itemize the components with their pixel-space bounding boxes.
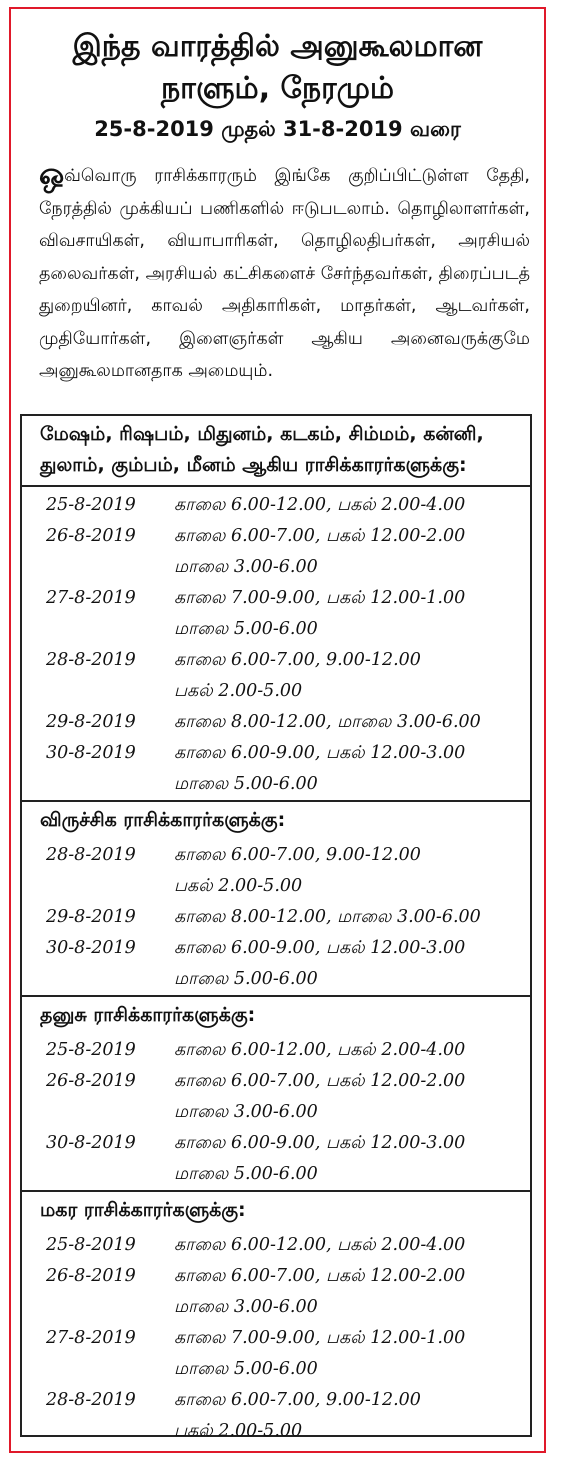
time-cell: காலை 8.00-12.00, மாலை 3.00-6.00 <box>174 712 481 732</box>
section-heading: தனுசு ராசிக்காரர்களுக்கு: <box>40 1004 256 1026</box>
title-line-1: இந்த வாரத்தில் அனுகூலமான <box>72 29 483 64</box>
schedule-row <box>22 840 530 871</box>
time-cell: காலை 6.00-7.00, பகல் 12.00-2.00 <box>174 1071 466 1091</box>
time-cell: காலை 7.00-9.00, பகல் 12.00-1.00 <box>174 1328 466 1348</box>
time-cell: மாலை 5.00-6.00 <box>174 619 318 639</box>
schedule-row <box>22 583 530 614</box>
schedule-row <box>22 1066 530 1097</box>
date-cell: 25-8-2019 <box>46 495 136 515</box>
date-cell: 26-8-2019 <box>46 1266 136 1286</box>
schedule-row <box>22 645 530 676</box>
date-range: 25-8-2019 முதல் 31-8-2019 வரை <box>94 117 461 141</box>
schedule-row <box>22 902 530 933</box>
schedule-section <box>22 416 530 802</box>
schedule-row-continuation <box>22 964 530 995</box>
time-cell: மாலை 5.00-6.00 <box>174 774 318 794</box>
time-cell: மாலை 3.00-6.00 <box>174 557 318 577</box>
schedule-table <box>20 414 532 1441</box>
intro-paragraph <box>39 159 530 388</box>
date-cell: 30-8-2019 <box>46 743 136 763</box>
date-cell: 30-8-2019 <box>46 938 136 958</box>
time-cell: காலை 6.00-9.00, பகல் 12.00-3.00 <box>174 1133 466 1153</box>
time-cell: காலை 6.00-12.00, பகல் 2.00-4.00 <box>174 1040 466 1060</box>
schedule-row-continuation <box>22 552 530 583</box>
schedule-row <box>22 1385 530 1416</box>
schedule-row-continuation <box>22 871 530 902</box>
date-cell: 28-8-2019 <box>46 650 136 670</box>
schedule-row-continuation <box>22 1292 530 1323</box>
schedule-row-continuation <box>22 676 530 707</box>
schedule-row <box>22 933 530 964</box>
section-heading: மேஷம், ரிஷபம், மிதுனம், கடகம், சிம்மம், கன்னி, துலாம், கும்பம், மீனம் ஆகிய ராசிக்காரர்களுக்கு: <box>22 416 530 487</box>
schedule-row-continuation <box>22 1354 530 1385</box>
time-cell: மாலை 3.00-6.00 <box>174 1297 318 1317</box>
schedule-row <box>22 738 530 769</box>
date-cell: 27-8-2019 <box>46 588 136 608</box>
schedule-section <box>22 802 530 997</box>
date-cell: 25-8-2019 <box>46 1040 136 1060</box>
drop-letter: ஒ <box>39 157 65 192</box>
schedule-row <box>22 1261 530 1292</box>
time-cell: காலை 6.00-7.00, 9.00-12.00 <box>174 845 421 865</box>
time-cell: பகல் 2.00-5.00 <box>174 876 303 896</box>
date-cell: 28-8-2019 <box>46 1390 136 1410</box>
schedule-row <box>22 521 530 552</box>
time-cell: காலை 7.00-9.00, பகல் 12.00-1.00 <box>174 588 466 608</box>
time-cell: மாலை 3.00-6.00 <box>174 1102 318 1122</box>
schedule-row-continuation <box>22 1097 530 1128</box>
time-cell: காலை 8.00-12.00, மாலை 3.00-6.00 <box>174 907 481 927</box>
schedule-row <box>22 1230 530 1261</box>
time-cell: காலை 6.00-12.00, பகல் 2.00-4.00 <box>174 1235 466 1255</box>
section-heading: விருச்சிக ராசிக்காரர்களுக்கு: <box>40 809 286 831</box>
time-cell: மாலை 5.00-6.00 <box>174 1164 318 1184</box>
time-cell: மாலை 5.00-6.00 <box>174 1359 318 1379</box>
time-cell: காலை 6.00-7.00, 9.00-12.00 <box>174 650 421 670</box>
schedule-row-continuation <box>22 614 530 645</box>
schedule-section <box>22 1192 530 1447</box>
time-cell: காலை 6.00-9.00, பகல் 12.00-3.00 <box>174 938 466 958</box>
time-cell: மாலை 5.00-6.00 <box>174 969 318 989</box>
date-cell: 25-8-2019 <box>46 1235 136 1255</box>
time-cell: பகல் 2.00-5.00 <box>174 681 303 701</box>
section-heading: மகர ராசிக்காரர்களுக்கு: <box>40 1199 246 1221</box>
time-cell: காலை 6.00-7.00, பகல் 12.00-2.00 <box>174 1266 466 1286</box>
schedule-row <box>22 1128 530 1159</box>
time-cell: காலை 6.00-7.00, 9.00-12.00 <box>174 1390 421 1410</box>
date-cell: 26-8-2019 <box>46 1071 136 1091</box>
schedule-row-continuation <box>22 1416 530 1447</box>
schedule-row-continuation <box>22 1159 530 1190</box>
time-cell: காலை 6.00-9.00, பகல் 12.00-3.00 <box>174 743 466 763</box>
schedule-row <box>22 1323 530 1354</box>
title-line-2: நாளும், நேரமும் <box>160 71 395 106</box>
date-cell: 28-8-2019 <box>46 845 136 865</box>
schedule-row-continuation <box>22 769 530 800</box>
date-cell: 27-8-2019 <box>46 1328 136 1348</box>
date-cell: 29-8-2019 <box>46 907 136 927</box>
schedule-row <box>22 707 530 738</box>
time-cell: காலை 6.00-7.00, பகல் 12.00-2.00 <box>174 526 466 546</box>
date-cell: 30-8-2019 <box>46 1133 136 1153</box>
schedule-section <box>22 997 530 1192</box>
intro-text: வ்வொரு ராசிக்காரரும் இங்கே குறிப்பிட்டுள்ள தேதி, நேரத்தில் முக்கியப் பணிகளில் ஈடுபடலாம். தொழிலாளர்கள், விவசாயிகள், வியாபாரிகள், தொழிலதிபர்கள், அரசியல் தலைவர்கள், அரசியல் கட்சிகளைச் சேர்ந்தவர்கள், திரைப்படத் துறையினர், காவல் அதிகாரிகள், மாதர்கள், ஆடவர்கள், முதியோர்கள், இளைஞர்கள் ஆகிய அனைவருக்குமே அனுகூலமானதாக அமையும். <box>39 166 530 381</box>
schedule-row <box>22 490 530 521</box>
schedule-row <box>22 1035 530 1066</box>
date-cell: 26-8-2019 <box>46 526 136 546</box>
date-cell: 29-8-2019 <box>46 712 136 732</box>
time-cell: காலை 6.00-12.00, பகல் 2.00-4.00 <box>174 495 466 515</box>
time-cell: பகல் 2.00-5.00 <box>174 1421 303 1441</box>
